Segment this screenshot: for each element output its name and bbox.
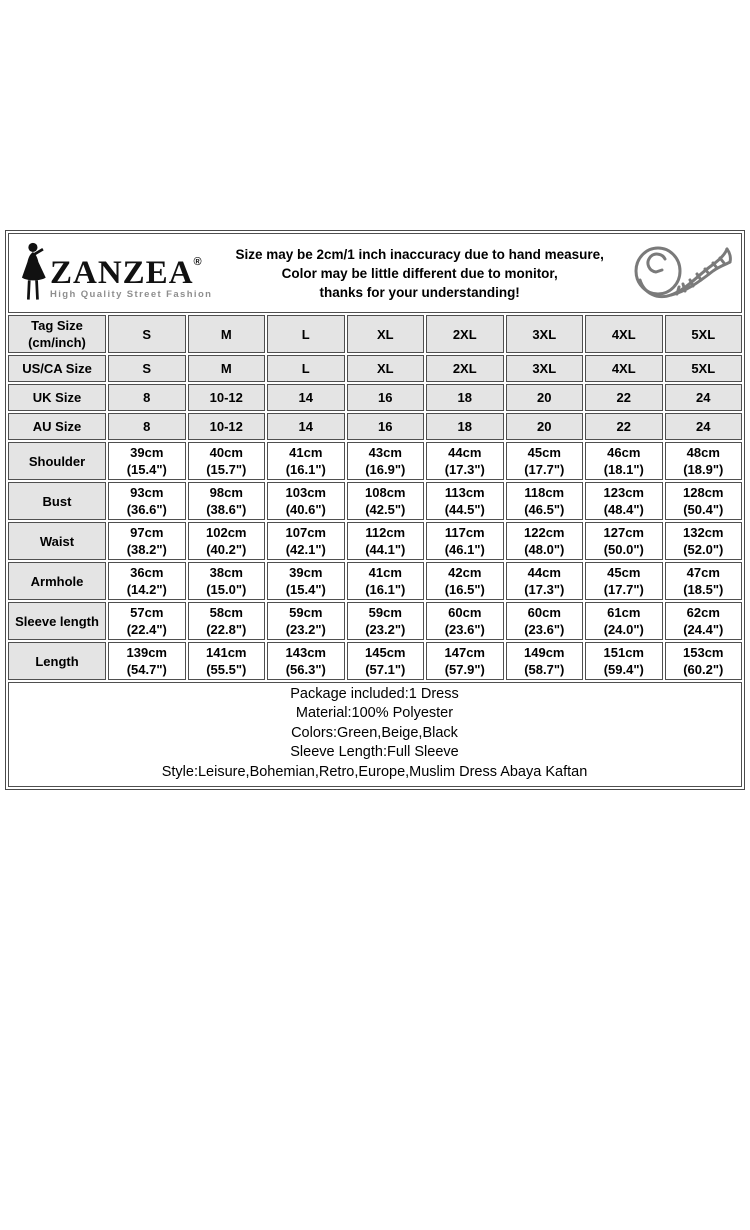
brand-logo: [17, 241, 212, 305]
size-cell: S: [108, 355, 186, 382]
size-cell: L: [267, 315, 345, 353]
size-cell: M: [188, 355, 266, 382]
size-cell: 60cm (23.6"): [426, 602, 504, 640]
size-table-row: [8, 562, 742, 600]
size-cell: 45cm (17.7"): [506, 442, 584, 480]
size-cell: 145cm (57.1"): [347, 642, 425, 680]
size-cell: 39cm (15.4"): [267, 562, 345, 600]
size-cell: 58cm (22.8"): [188, 602, 266, 640]
brand-name: ZANZEA®: [50, 254, 202, 291]
size-table-row: [8, 413, 742, 440]
size-cell: 2XL: [426, 355, 504, 382]
size-cell: 151cm (59.4"): [585, 642, 663, 680]
size-cell: 36cm (14.2"): [108, 562, 186, 600]
size-cell: 39cm (15.4"): [108, 442, 186, 480]
size-cell: 149cm (58.7"): [506, 642, 584, 680]
size-table-row: [8, 642, 742, 680]
size-cell: 98cm (38.6"): [188, 482, 266, 520]
tape-measure-icon: [627, 238, 733, 308]
woman-silhouette-icon: [17, 241, 47, 305]
size-cell: 44cm (17.3"): [506, 562, 584, 600]
size-table-row: [8, 315, 742, 353]
row-label: Length: [8, 642, 106, 680]
product-details-cell: [8, 682, 742, 787]
row-label: Bust: [8, 482, 106, 520]
brand-header-cell: [8, 233, 742, 313]
size-cell: 22: [585, 384, 663, 411]
size-cell: 143cm (56.3"): [267, 642, 345, 680]
size-cell: XL: [347, 315, 425, 353]
size-cell: XL: [347, 355, 425, 382]
size-cell: 42cm (16.5"): [426, 562, 504, 600]
brand-tagline: High Quality Street Fashion: [50, 288, 213, 300]
size-cell: 3XL: [506, 355, 584, 382]
size-cell: 16: [347, 384, 425, 411]
size-cell: 20: [506, 384, 584, 411]
size-cell: 5XL: [665, 355, 743, 382]
row-label: Shoulder: [8, 442, 106, 480]
size-cell: 153cm (60.2"): [665, 642, 743, 680]
size-cell: 41cm (16.1"): [267, 442, 345, 480]
size-cell: 18: [426, 384, 504, 411]
size-cell: 112cm (44.1"): [347, 522, 425, 560]
size-cell: 20: [506, 413, 584, 440]
size-cell: 24: [665, 384, 743, 411]
size-cell: M: [188, 315, 266, 353]
size-cell: 47cm (18.5"): [665, 562, 743, 600]
size-cell: 122cm (48.0"): [506, 522, 584, 560]
product-detail-line: Colors:Green,Beige,Black: [291, 724, 458, 741]
row-label: Tag Size (cm/inch): [8, 315, 106, 353]
size-cell: 141cm (55.5"): [188, 642, 266, 680]
registered-mark: ®: [193, 255, 202, 268]
size-cell: 16: [347, 413, 425, 440]
disclaimer-line: Size may be 2cm/1 inch inaccuracy due to hand measure,: [235, 246, 604, 262]
product-detail-line: Sleeve Length:Full Sleeve: [290, 744, 459, 761]
size-cell: 48cm (18.9"): [665, 442, 743, 480]
size-cell: 107cm (42.1"): [267, 522, 345, 560]
size-table-row: [8, 384, 742, 411]
size-cell: 147cm (57.9"): [426, 642, 504, 680]
row-label: AU Size: [8, 413, 106, 440]
size-cell: 4XL: [585, 355, 663, 382]
size-cell: L: [267, 355, 345, 382]
product-detail-line: Material:100% Polyester: [295, 705, 454, 722]
size-cell: 117cm (46.1"): [426, 522, 504, 560]
row-label: Sleeve length: [8, 602, 106, 640]
size-cell: 4XL: [585, 315, 663, 353]
row-label: Armhole: [8, 562, 106, 600]
product-details-row: [8, 682, 742, 787]
size-cell: 139cm (54.7"): [108, 642, 186, 680]
size-cell: 43cm (16.9"): [347, 442, 425, 480]
size-cell: 14: [267, 413, 345, 440]
size-cell: 18: [426, 413, 504, 440]
size-cell: 113cm (44.5"): [426, 482, 504, 520]
size-cell: 22: [585, 413, 663, 440]
size-cell: 10-12: [188, 413, 266, 440]
size-cell: 93cm (36.6"): [108, 482, 186, 520]
disclaimer-line: thanks for your understanding!: [319, 284, 520, 300]
size-cell: 2XL: [426, 315, 504, 353]
product-detail-line: Package included:1 Dress: [290, 686, 459, 702]
size-disclaimer: [212, 245, 627, 302]
size-cell: 97cm (38.2"): [108, 522, 186, 560]
product-detail-line: Style:Leisure,Bohemian,Retro,Europe,Muslim Dress Abaya Kaftan: [161, 763, 588, 780]
size-cell: 108cm (42.5"): [347, 482, 425, 520]
size-cell: 3XL: [506, 315, 584, 353]
size-cell: 61cm (24.0"): [585, 602, 663, 640]
size-cell: 132cm (52.0"): [665, 522, 743, 560]
size-cell: 8: [108, 413, 186, 440]
size-cell: 57cm (22.4"): [108, 602, 186, 640]
size-cell: 38cm (15.0"): [188, 562, 266, 600]
size-table-body: [8, 315, 742, 680]
size-cell: 59cm (23.2"): [267, 602, 345, 640]
size-cell: 118cm (46.5"): [506, 482, 584, 520]
size-table-row: [8, 442, 742, 480]
size-cell: 24: [665, 413, 743, 440]
size-cell: 59cm (23.2"): [347, 602, 425, 640]
size-cell: 10-12: [188, 384, 266, 411]
size-cell: 14: [267, 384, 345, 411]
row-label: Waist: [8, 522, 106, 560]
size-table-row: [8, 482, 742, 520]
row-label: US/CA Size: [8, 355, 106, 382]
size-cell: 123cm (48.4"): [585, 482, 663, 520]
size-cell: 103cm (40.6"): [267, 482, 345, 520]
size-cell: 8: [108, 384, 186, 411]
size-table-row: [8, 355, 742, 382]
brand-header-row: [8, 233, 742, 313]
disclaimer-line: Color may be little different due to monitor,: [281, 265, 558, 281]
size-table-row: [8, 522, 742, 560]
size-cell: 128cm (50.4"): [665, 482, 743, 520]
size-cell: 127cm (50.0"): [585, 522, 663, 560]
size-table-row: [8, 602, 742, 640]
size-cell: S: [108, 315, 186, 353]
size-cell: 60cm (23.6"): [506, 602, 584, 640]
size-cell: 102cm (40.2"): [188, 522, 266, 560]
size-cell: 62cm (24.4"): [665, 602, 743, 640]
row-label: UK Size: [8, 384, 106, 411]
size-cell: 46cm (18.1"): [585, 442, 663, 480]
size-chart-sheet: [5, 230, 745, 790]
size-cell: 45cm (17.7"): [585, 562, 663, 600]
size-cell: 44cm (17.3"): [426, 442, 504, 480]
size-cell: 5XL: [665, 315, 743, 353]
size-cell: 41cm (16.1"): [347, 562, 425, 600]
size-cell: 40cm (15.7"): [188, 442, 266, 480]
